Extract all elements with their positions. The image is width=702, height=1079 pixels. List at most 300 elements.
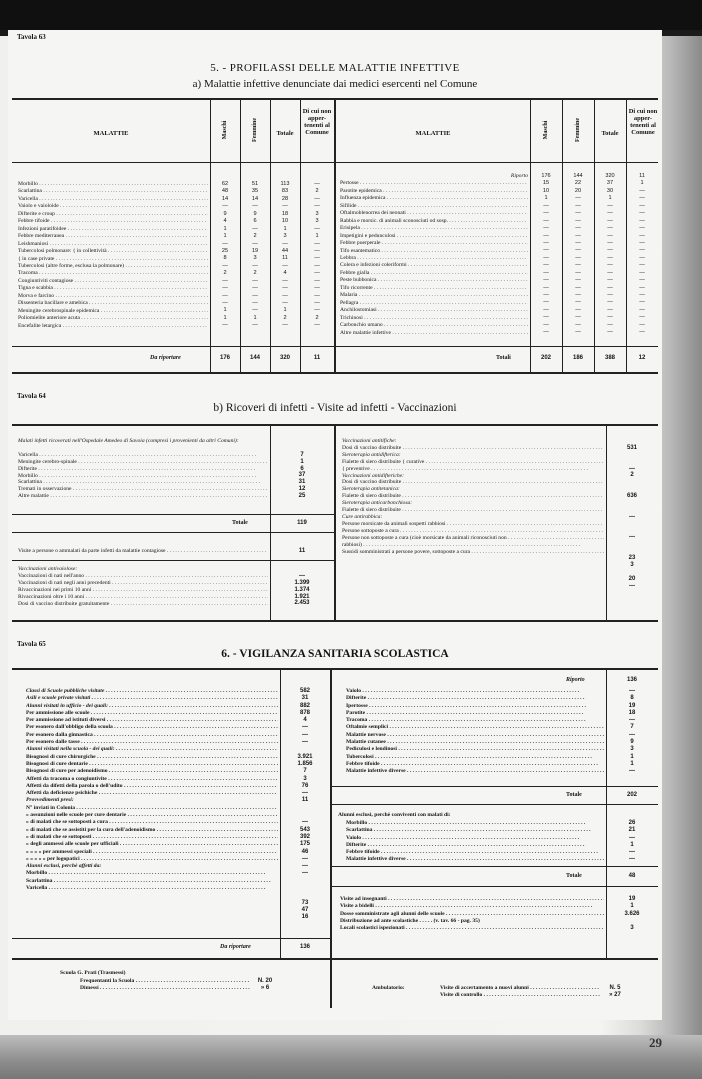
row-maschi: 1 [223, 307, 227, 314]
row-totale: — [282, 285, 288, 292]
row-non-app: — [314, 292, 320, 299]
row-non-app: — [314, 195, 320, 202]
row-value: — [629, 717, 635, 724]
row-femmine: — [575, 269, 581, 276]
header-maschi-right: Maschi [543, 120, 549, 140]
row-non-app: 3 [315, 218, 319, 225]
row-label: Encefalite letargica . . . [18, 323, 208, 330]
row-totale: 28 [281, 195, 289, 202]
row-value: 1 [300, 458, 304, 465]
row-maschi: — [543, 314, 549, 321]
row-totale: 44 [281, 247, 289, 254]
row-value: 19 [628, 702, 636, 709]
row-label: Malattie nervose . . . [346, 732, 604, 739]
header-maschi-left: Maschi [222, 120, 228, 140]
row-totale: — [607, 299, 613, 306]
row-totale: — [607, 210, 613, 217]
row-label: Malattie infettive diverse . . . [346, 768, 604, 775]
row-value [606, 918, 658, 925]
row-label: Cure antirabbica: [342, 513, 383, 520]
row-label: Morbillo . . . [18, 473, 268, 480]
row-non-app: — [639, 269, 645, 276]
row-label: Scarlattina . . . [18, 188, 208, 195]
row-non-app: — [639, 329, 645, 336]
row-label: Morbillo . . . [346, 820, 604, 827]
row-value: — [302, 819, 308, 826]
row-maschi: 10 [542, 187, 550, 194]
row-label: Fialette di siero distribuite . . . [342, 493, 604, 500]
t64-bottom-rule [12, 620, 658, 622]
row-label: Meningite cerebro-spinale . . . [18, 459, 268, 466]
right-total-femmine: 186 [572, 355, 583, 361]
t65-left-total-label: Da riportare [220, 944, 251, 950]
row-label: » di malati che se assistiti per la cura dell'adenoidismo . . . [26, 827, 278, 834]
row-non-app: — [639, 299, 645, 306]
row-label: Per esonero dalle tasse . . . [26, 739, 278, 746]
row-label: Bisognosi di cure per adenoidismo . . . [26, 768, 278, 775]
row-label: » degli ammessi alle scuole per ufficiali . . . [26, 841, 278, 848]
row-label: Tubercolosi . . . [346, 754, 604, 761]
row-non-app: — [639, 306, 645, 313]
row-non-app: — [314, 307, 320, 314]
row-maschi: 4 [223, 218, 227, 225]
row-value: 21 [628, 827, 636, 834]
row-label: Classi di Scuole pubbliche visitate . . . [26, 688, 278, 695]
header-totale-right: Totale [601, 130, 619, 137]
row-totale: 83 [281, 188, 289, 195]
row-label: Infezioni paratifoidee . . . [18, 226, 208, 233]
row-label: Trichinosi . . . [340, 315, 528, 322]
row-value: — [302, 870, 308, 877]
t63-mid-divider [334, 98, 336, 372]
row-non-app: — [314, 285, 320, 292]
row-femmine: 9 [253, 210, 257, 217]
row-value: — [629, 731, 635, 738]
row-non-app: — [314, 203, 320, 210]
row-value: — [629, 688, 635, 694]
row-femmine: — [575, 239, 581, 246]
row-totale: — [607, 202, 613, 209]
row-value [280, 812, 330, 819]
row-maschi: — [543, 329, 549, 336]
row-label: Altre malattie infettive . . . [340, 330, 528, 337]
row-value: 12 [298, 486, 306, 493]
row-label: Per ammissione ad istituti diversi . . . [26, 717, 278, 724]
row-value: 76 [301, 782, 309, 789]
row-label: Parotite epidemica . . . [340, 188, 528, 195]
row-value: 543 [299, 826, 310, 833]
row-value: 3 [303, 775, 307, 782]
row-femmine: — [575, 314, 581, 321]
riporto-maschi: 176 [541, 173, 551, 179]
header-totale-left: Totale [276, 130, 294, 137]
tavola-63-label: Tavola 63 [17, 33, 46, 41]
foot-left-col [250, 978, 280, 993]
row-femmine: — [252, 307, 258, 314]
row-label: Lebbra . . . [340, 255, 528, 262]
row-non-app: — [639, 232, 645, 239]
row-label: Altre malattie . . . [18, 493, 268, 500]
row-maschi: — [543, 321, 549, 328]
row-femmine: — [575, 195, 581, 202]
t64-visite-value: 11 [298, 548, 306, 554]
t63-left-col [210, 181, 240, 330]
row-maschi: — [543, 210, 549, 217]
row-maschi: 62 [221, 181, 229, 187]
row-label: Pediculosi e lendinosi . . . [346, 746, 604, 753]
bottom-scan-edge [0, 1035, 702, 1079]
row-label: Scarlattina . . . [26, 878, 278, 885]
row-femmine: — [575, 321, 581, 328]
row-label: Febbre puerperale . . . [340, 240, 528, 247]
t65-mid-divider [330, 668, 332, 1008]
left-total-femmine: 144 [249, 355, 260, 361]
row-femmine: 51 [251, 181, 259, 187]
header-non-app-left: Di cui non apper-tenenti al Comune [302, 108, 332, 136]
row-non-app: — [314, 181, 320, 187]
left-total-label: Da riportare [150, 355, 181, 361]
row-value: 1.856 [297, 760, 313, 767]
row-non-app: — [639, 210, 645, 217]
row-maschi: — [543, 225, 549, 232]
row-value: 19 [628, 896, 636, 902]
row-label: { in case private . . . [18, 256, 208, 263]
row-label: Febbre tifoide . . . [346, 761, 604, 768]
t64-visite-label: Visite a persone o ammalati da parte infetti da malattie contagiose . . . [18, 548, 268, 555]
row-value [606, 486, 658, 493]
row-totale: — [282, 240, 288, 247]
row-non-app: 1 [640, 180, 644, 187]
row-non-app: 2 [315, 188, 319, 195]
row-maschi: — [543, 232, 549, 239]
row-value: 1 [630, 903, 634, 910]
row-label: Tremati in osservazione . . . [18, 486, 268, 493]
row-value: 636 [626, 493, 637, 500]
row-value: 31 [298, 479, 306, 486]
row-totale: — [607, 247, 613, 254]
t65-riporto-label: Riporto [566, 677, 585, 683]
row-femmine: 6 [253, 218, 257, 225]
row-label: Vaccinazioni antidifteriche: [342, 472, 404, 479]
row-non-app: — [639, 284, 645, 291]
row-label: Dosi di vaccino distribuite gratuitamente . . . [18, 601, 268, 608]
tavola-64-title: b) Ricoveri di infetti - Visite ad infetti - Vaccinazioni [213, 402, 457, 414]
row-femmine: — [575, 329, 581, 336]
row-value: 46 [301, 848, 309, 855]
row-non-app: — [314, 270, 320, 277]
t64-right-col [606, 438, 658, 590]
row-femmine: 14 [251, 195, 259, 202]
header-malattie-left: MALATTIE [93, 130, 129, 137]
row-non-app: — [639, 254, 645, 261]
row-label: Oftalmoblenorrea dei neonati . . . [340, 210, 528, 217]
row-value: 47 [301, 906, 309, 913]
row-label: Difterite . . . [346, 695, 604, 702]
row-value [606, 452, 658, 459]
row-maschi: 2 [223, 270, 227, 277]
row-label: Pellagra . . . [340, 300, 528, 307]
row-label: Rivaccinazioni oltre i 10 anni . . . [18, 594, 268, 601]
left-total-totale: 320 [279, 355, 290, 361]
row-value: 16 [301, 914, 309, 921]
row-value: — [629, 534, 635, 541]
row-maschi: — [543, 269, 549, 276]
row-maschi: 1 [223, 225, 227, 232]
footer-right-title: Ambulatorio: [372, 985, 405, 991]
row-label: Alunni visitati in ufficio - dei quali: . . . [26, 703, 278, 710]
row-value: — [629, 582, 635, 589]
left-total-non-app: 11 [313, 355, 321, 361]
row-value: 1.921 [294, 593, 310, 600]
row-label: Tifo ricorrente . . . [340, 285, 528, 292]
row-non-app: — [639, 314, 645, 321]
row-value: — [629, 513, 635, 520]
row-totale: — [607, 269, 613, 276]
footer-left-title: Scuola G. Prati (Trasmessi) [60, 970, 126, 976]
row-femmine: 1 [253, 314, 257, 321]
row-value: — [629, 465, 635, 472]
row-maschi: 48 [221, 188, 229, 195]
right-total-maschi: 202 [540, 355, 551, 361]
row-label: Morbillo . . . [26, 870, 278, 877]
foot-right-col [440, 985, 600, 1000]
foot-left-col [80, 978, 250, 993]
row-label: Malattie cutanee . . . [346, 739, 604, 746]
row-label: Malaria . . . [340, 292, 528, 299]
row-femmine: — [575, 292, 581, 298]
row-femmine: — [575, 247, 581, 254]
row-totale: — [607, 284, 613, 291]
t63-left-col [18, 181, 208, 330]
row-value [270, 438, 334, 452]
row-value: 1.399 [294, 579, 310, 586]
row-non-app: — [639, 277, 645, 284]
row-label: Impetigini e pedunculosi . . . [340, 233, 528, 240]
row-value: N. 20 [257, 978, 273, 984]
row-value: 73 [301, 899, 309, 906]
t65-right-total-label: Totale [566, 792, 582, 798]
t65-rule [12, 938, 330, 939]
row-label: Varicella . . . [26, 885, 278, 892]
row-value: 3 [630, 746, 634, 753]
row-value: — [302, 855, 308, 862]
row-value: — [629, 856, 635, 863]
header-non-app-right: Di cui non apper-tenenti al Comune [628, 108, 658, 136]
row-femmine: — [252, 322, 258, 329]
t64-vacc-col [18, 566, 268, 607]
row-femmine: — [575, 210, 581, 217]
row-totale: — [607, 321, 613, 328]
row-non-app: — [314, 255, 320, 262]
row-maschi: — [222, 300, 228, 306]
riporto-non-app: 11 [639, 173, 645, 179]
t65-excl-title: Alunni esclusi, perchè conviventi con malati di: [338, 812, 451, 818]
foot-right-col [600, 985, 630, 1000]
row-totale: — [282, 277, 288, 284]
row-value [606, 541, 658, 548]
row-maschi: — [222, 285, 228, 292]
row-value: 531 [626, 444, 637, 451]
t65-riporto-value: 136 [626, 677, 637, 683]
row-femmine: — [575, 254, 581, 261]
row-maschi: — [543, 277, 549, 284]
t65-right-total-value: 202 [626, 792, 637, 798]
row-value: 1 [630, 760, 634, 767]
row-value: 26 [628, 820, 636, 826]
row-value [280, 885, 330, 892]
t63-left-col [270, 181, 300, 330]
row-label: Vaccinazioni di nati nell'anno . . . [18, 573, 268, 580]
t65-left-col [26, 688, 278, 892]
row-femmine: — [252, 277, 258, 284]
row-label: Malattie infettive diverse . . . [346, 856, 604, 863]
row-label: Sieroterapia antitetanica: [342, 486, 400, 493]
row-totale: — [282, 292, 288, 299]
t65-rule [332, 786, 658, 787]
row-label: Febbre tifoide . . . [18, 218, 208, 225]
row-value: — [629, 849, 635, 856]
row-femmine: — [252, 262, 258, 269]
row-label: Pertosse . . . [340, 180, 528, 187]
row-femmine: 2 [253, 270, 257, 277]
header-femmine-right: Femmine [575, 118, 581, 142]
row-totale: 2 [283, 314, 287, 321]
row-label: Febbre tifoide . . . [346, 849, 604, 856]
row-totale: 1 [283, 225, 287, 232]
row-value: 23 [628, 555, 636, 562]
row-label: Erisipela . . . [340, 225, 528, 232]
row-value: 3.626 [624, 910, 640, 917]
row-totale: 10 [281, 218, 289, 225]
row-label: Fialette di siero distribuite { curative . . . [342, 459, 604, 466]
row-value: 7 [300, 451, 304, 458]
row-label: Influenza epidemica . . . [340, 195, 528, 202]
row-label: Colera e infezioni coleriformi . . . [340, 262, 528, 269]
row-label: Persone morsicate da animali sospetti rabbiosi . . . [342, 521, 604, 528]
row-value: 20 [628, 575, 636, 582]
row-femmine: — [575, 262, 581, 269]
row-value: 3 [630, 562, 634, 569]
row-non-app: 3 [315, 210, 319, 217]
row-value: N. 5 [609, 985, 621, 991]
tavola-65-label: Tavola 65 [17, 640, 46, 648]
row-value: » 6 [260, 985, 270, 992]
row-value: — [302, 724, 308, 731]
row-label: Anchilostomiasi . . . [340, 307, 528, 314]
t64-vacc-col [270, 566, 334, 607]
tavola-64-label: Tavola 64 [17, 392, 46, 400]
row-maschi: 8 [223, 255, 227, 262]
t65-excl-col [346, 820, 604, 864]
row-label: Tifo esantematico . . . [340, 248, 528, 255]
row-label: Dosi di vaccino distribuite . . . [342, 479, 604, 486]
row-non-app: 2 [315, 314, 319, 321]
right-total-non-app: 12 [638, 355, 646, 361]
row-label: Asili e scuole private visitati . . . [26, 695, 278, 702]
row-maschi: — [222, 240, 228, 247]
row-value: 8 [630, 695, 634, 702]
right-total-label: Totali [496, 355, 511, 361]
t63-right-col [626, 173, 658, 337]
row-label: Varicella . . . [18, 452, 268, 459]
t64-left-total-value: 119 [297, 520, 307, 526]
top-scan-shadow [0, 0, 702, 30]
row-femmine: — [575, 232, 581, 239]
riporto-label: Riporto [510, 173, 528, 179]
row-maschi: 1 [544, 195, 548, 202]
row-totale: — [282, 322, 288, 329]
row-value: 18 [628, 709, 636, 716]
row-value: 3.921 [297, 753, 313, 760]
header-malattie-right: MALATTIE [415, 130, 451, 137]
row-totale: — [607, 232, 613, 239]
row-non-app: — [314, 262, 320, 269]
row-value: 11 [301, 797, 309, 804]
row-non-app: — [639, 187, 645, 194]
row-value: 7 [303, 768, 307, 775]
row-totale: 113 [280, 181, 290, 187]
row-value: 4 [303, 717, 307, 724]
row-value [606, 528, 658, 535]
row-label: Fialette di siero distribuite . . . [342, 507, 604, 514]
t65-bottom-rule [12, 958, 658, 960]
header-femmine-left: Femmine [252, 118, 258, 142]
row-label: Sifilide . . . [340, 203, 528, 210]
t65-right-col [606, 688, 658, 776]
section-5-title: 5. - PROFILASSI DELLE MALATTIE INFETTIVE [210, 62, 460, 74]
row-value: 1.374 [294, 586, 310, 593]
row-label: Ipertosse . . . [346, 703, 604, 710]
row-femmine: 3 [253, 255, 257, 262]
row-label: Per esonero dall'obbligo della scuola . . . [26, 724, 278, 731]
row-totale: 4 [283, 270, 287, 277]
row-label: Dissenteria bacillare e amebica . . . [18, 300, 208, 307]
row-totale: — [282, 203, 288, 210]
row-non-app: — [639, 292, 645, 298]
row-femmine: 35 [251, 188, 259, 195]
row-label: Difterite . . . [346, 842, 604, 849]
row-value: — [302, 790, 308, 797]
row-label: Oftalmie semplici . . . [346, 724, 604, 731]
t63-left-col [300, 181, 334, 330]
row-value [606, 507, 658, 514]
row-label: Tubercolosi polmonare: { in collettività . . . [18, 248, 208, 255]
row-label: Sieroterapia antidifterica: [342, 451, 401, 458]
row-totale: 18 [281, 210, 289, 217]
row-totale: — [282, 262, 288, 269]
row-label: Varicella . . . [18, 196, 208, 203]
row-femmine: 22 [574, 180, 582, 187]
row-value: 392 [299, 833, 310, 840]
row-label: » di malati che se sottoposti . . . [26, 834, 278, 841]
row-femmine: — [252, 285, 258, 292]
row-maschi: — [222, 203, 228, 210]
row-label: Scarlattina . . . [346, 827, 604, 834]
t63-left-col [240, 181, 270, 330]
row-maschi: — [543, 247, 549, 254]
row-value [606, 459, 658, 466]
row-maschi: — [222, 322, 228, 329]
row-totale: — [607, 306, 613, 313]
row-label: Visite di controllo . . . [440, 992, 600, 999]
t64-rule [12, 514, 334, 515]
row-totale: 30 [606, 187, 614, 194]
row-value: — [629, 768, 635, 775]
row-femmine: — [575, 202, 581, 209]
row-label: » » » » per ammessi speciali . . . [26, 849, 278, 856]
t65-final-col [606, 896, 658, 932]
row-label: » » » » » per logopatici . . . [26, 856, 278, 863]
